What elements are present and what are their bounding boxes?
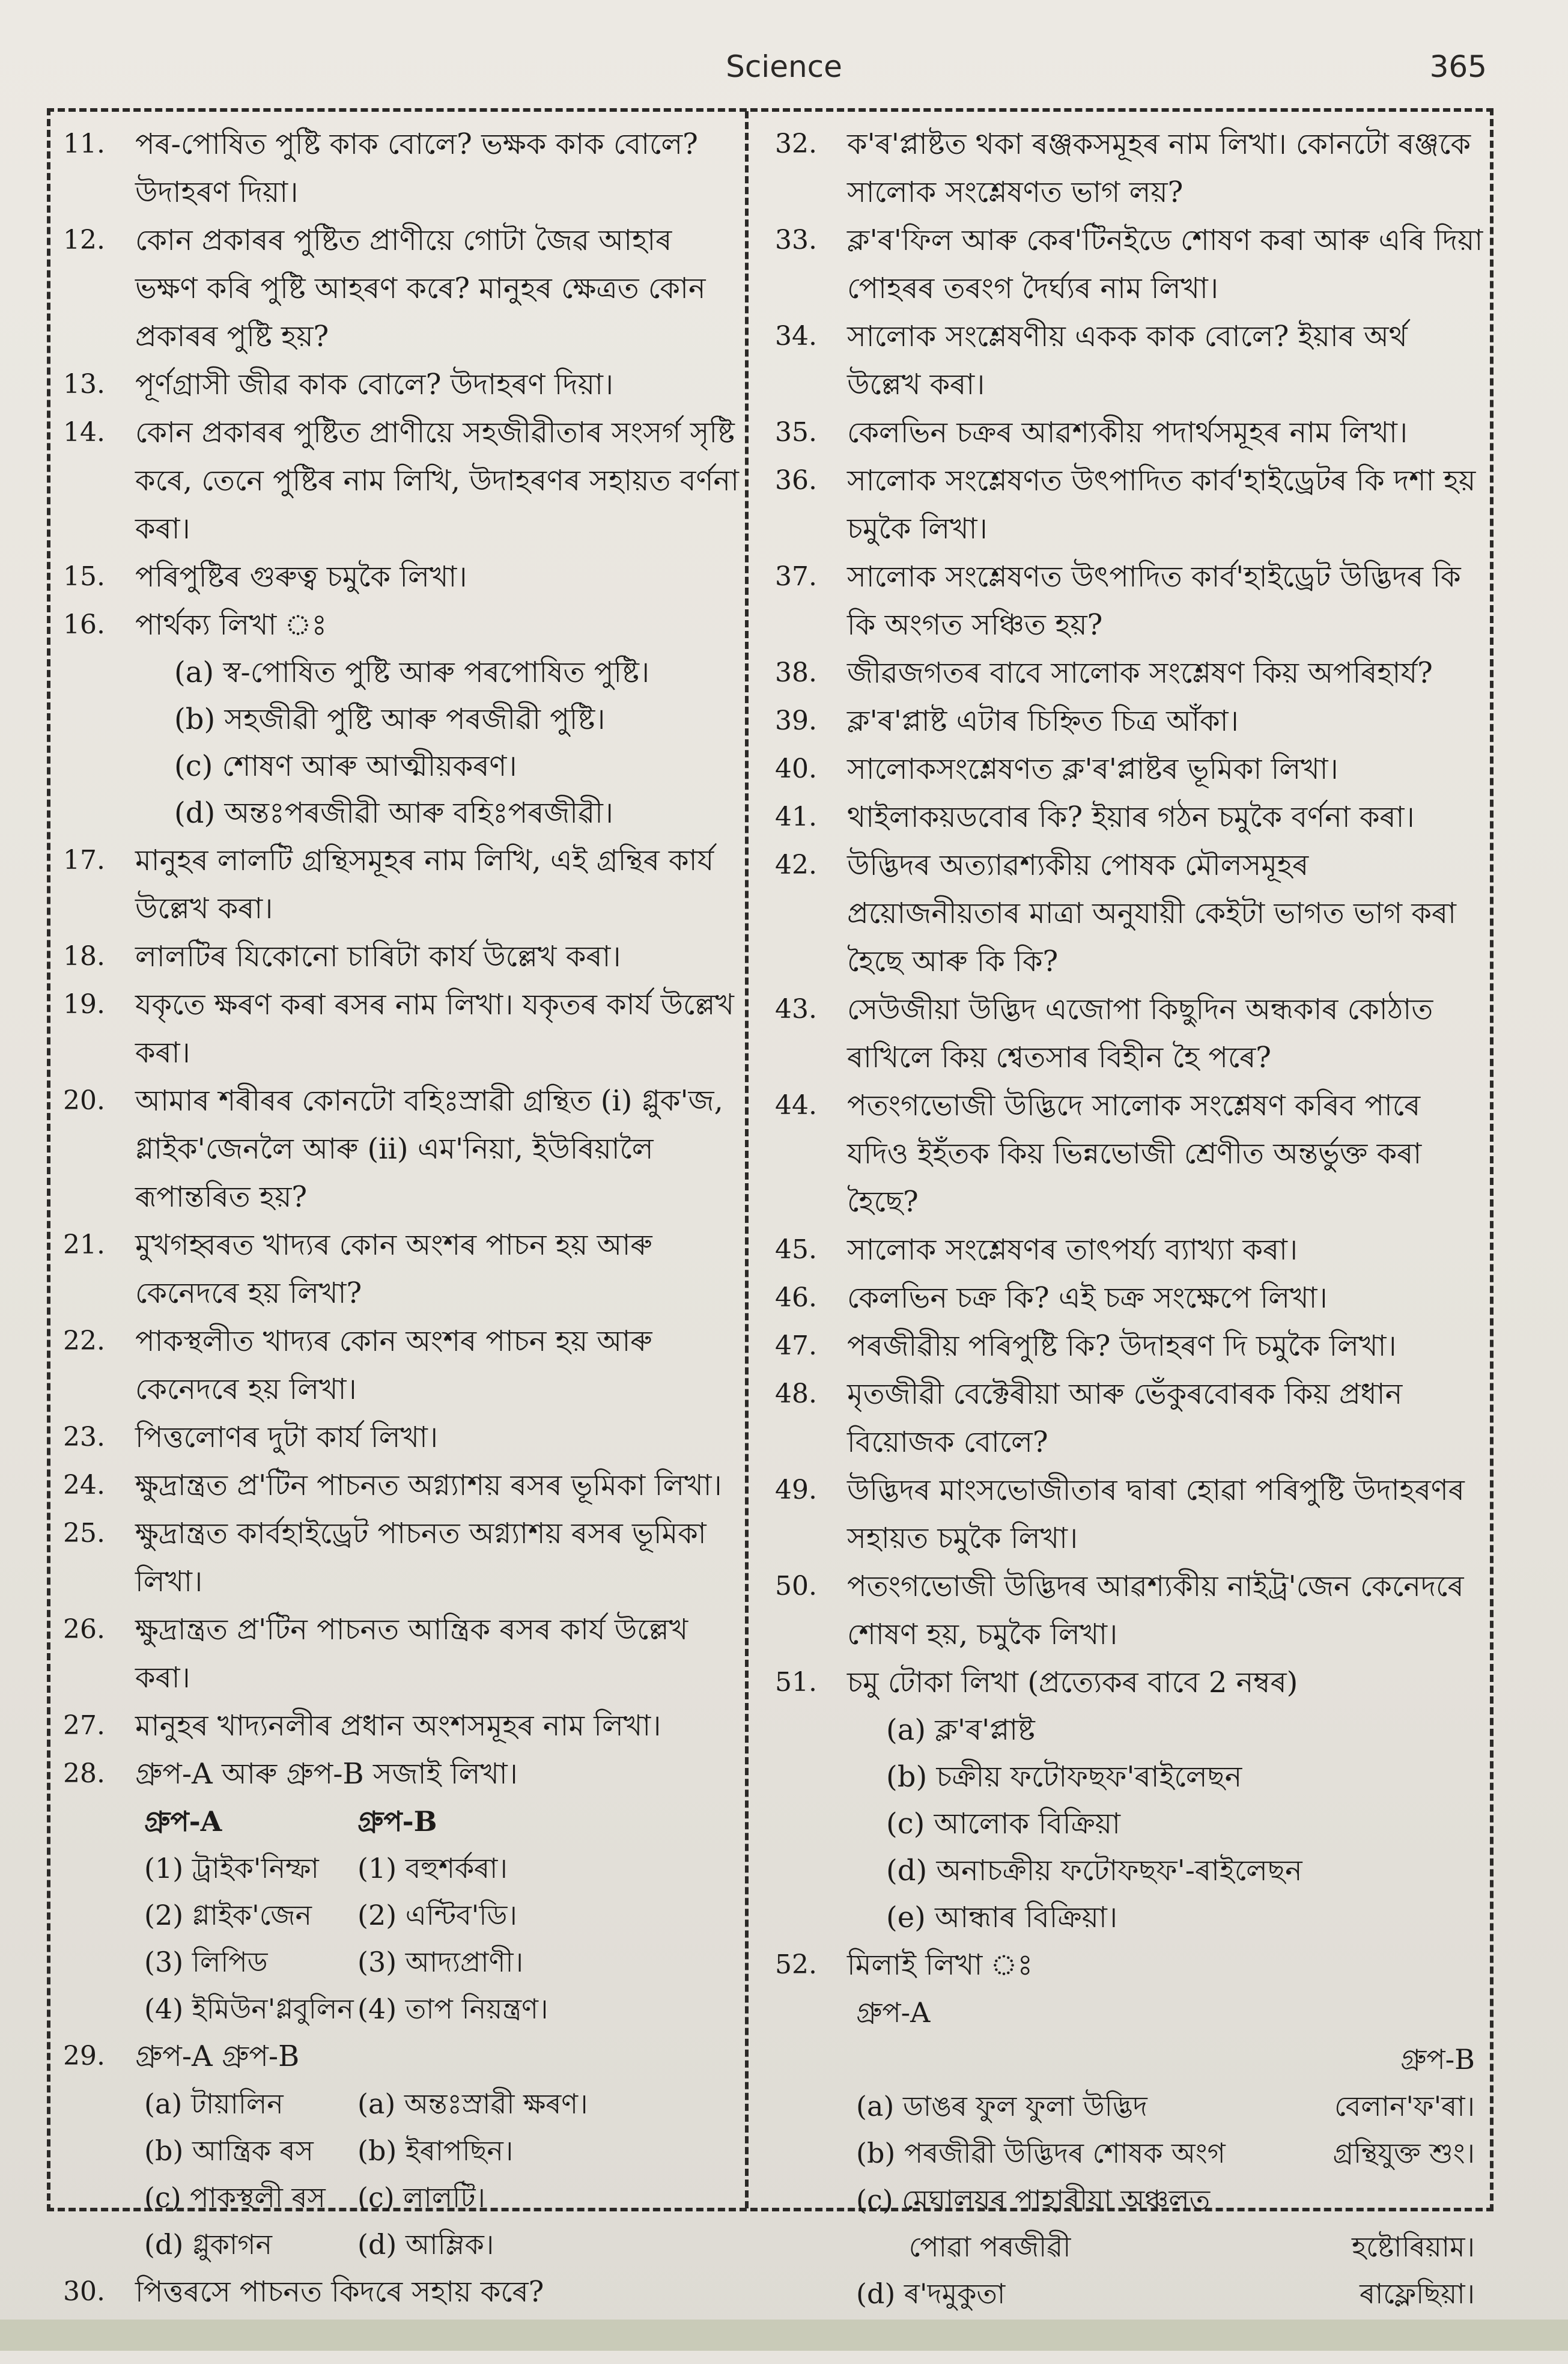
question-number: 46. xyxy=(775,1282,817,1313)
group-b-cell: (d) আম্লিক। xyxy=(357,2228,494,2261)
question-number: 35. xyxy=(775,417,817,448)
question-item xyxy=(769,1659,1487,1707)
question-number: 34. xyxy=(775,321,817,352)
question-text: সালোক সংশ্লেষণীয় একক কাক বোলে? ইয়াৰ অৰ্থ উল্লেখ কৰা। xyxy=(847,320,1408,401)
question-number: 44. xyxy=(775,1090,817,1121)
group-b-cell: (a) অন্তঃস্ৰাৱী ক্ষৰণ। xyxy=(357,2088,588,2120)
question-text: সেউজীয়া উদ্ভিদ এজোপা কিছুদিন অন্ধকাৰ কোঠাত ৰাখিলে কিয় শ্বেতসাৰ বিহীন হৈ পৰে? xyxy=(847,993,1433,1074)
question-number: 21. xyxy=(63,1229,105,1260)
running-header-title: Science xyxy=(726,49,842,84)
question-text: মানুহৰ লালটি গ্ৰন্থিসমূহৰ নাম লিখি, এই গ্ৰন্থিৰ কাৰ্য উল্লেখ কৰা। xyxy=(135,844,714,925)
question-number: 38. xyxy=(775,657,817,688)
question-item xyxy=(57,409,742,553)
sub-item: (d) অন্তঃপৰজীৱী আৰু বহিঃপৰজীৱী। xyxy=(174,796,613,830)
question-number: 43. xyxy=(775,994,817,1025)
question-number: 45. xyxy=(775,1234,817,1265)
question-text: পৰজীৱীয় পৰিপুষ্টি কি? উদাহৰণ দি চমুকৈ লিখা। xyxy=(847,1329,1397,1363)
match-row xyxy=(769,2223,1487,2270)
question-text: জীৱজগতৰ বাবে সালোক সংশ্লেষণ কিয় অপৰিহাৰ্য? xyxy=(847,656,1433,690)
question-item xyxy=(57,2268,742,2316)
match-row xyxy=(57,1845,742,1892)
question-item xyxy=(769,649,1487,697)
match-row xyxy=(57,1892,742,1939)
sub-item: (b) চক্ৰীয় ফটোফছফ'ৰাইলেছন xyxy=(886,1760,1242,1794)
question-number: 14. xyxy=(63,417,105,448)
question-number: 17. xyxy=(63,845,105,876)
question-number: 42. xyxy=(775,850,817,880)
question-item xyxy=(57,1077,742,1221)
question-number: 32. xyxy=(775,129,817,159)
group-b-cell: (b) ইৰাপছিন। xyxy=(357,2134,514,2167)
question-text: পিত্তলোণৰ দুটা কাৰ্য লিখা। xyxy=(135,1421,438,1454)
question-text: উদ্ভিদৰ মাংসভোজীতাৰ দ্বাৰা হোৱা পৰিপুষ্টি উদাহৰণৰ সহায়ত চমুকৈ লিখা। xyxy=(847,1473,1465,1555)
question-number: 29. xyxy=(63,2041,105,2071)
group-b-cell: গ্ৰুপ-B xyxy=(1400,2043,1475,2076)
question-number: 49. xyxy=(775,1475,817,1505)
question-item xyxy=(769,793,1487,841)
question-text: গ্ৰুপ-A আৰু গ্ৰুপ-B সজাই লিখা। xyxy=(135,1757,518,1791)
question-item xyxy=(769,312,1487,409)
question-item xyxy=(57,1461,742,1509)
match-row xyxy=(769,2177,1487,2223)
group-a-cell: (4) ইমিউন'গ্লবুলিন xyxy=(144,1993,354,2025)
question-number: 15. xyxy=(63,561,105,592)
question-number: 11. xyxy=(63,129,105,159)
group-b-cell: গ্ৰন্থিযুক্ত শুং। xyxy=(1332,2137,1475,2169)
match-row xyxy=(57,2221,742,2268)
question-text: পাৰ্থক্য লিখা ঃ xyxy=(135,608,327,642)
group-a-cell: (b) পৰজীৱী উদ্ভিদৰ শোষক অংগ xyxy=(856,2137,1226,2169)
question-text: সালোকসংশ্লেষণত ক্ল'ৰ'প্লাষ্টৰ ভূমিকা লিখা। xyxy=(847,752,1339,786)
question-number: 48. xyxy=(775,1378,817,1409)
left-column xyxy=(57,120,742,2364)
question-text: মানুহৰ খাদ্যনলীৰ প্ৰধান অংশসমূহৰ নাম লিখা। xyxy=(135,1709,661,1743)
question-number: 30. xyxy=(63,2276,105,2307)
question-text: ক'ৰ'প্লাষ্টত থকা ৰঞ্জকসমূহৰ নাম লিখা। কোনটো ৰঞ্জকে সালোক সংশ্লেষণত ভাগ লয়? xyxy=(847,127,1471,209)
group-a-cell: (c) পাকস্থলী ৰস xyxy=(144,2181,326,2214)
group-a-cell: গ্ৰুপ-A xyxy=(856,1996,931,2029)
question-number: 33. xyxy=(775,225,817,255)
question-item xyxy=(769,553,1487,649)
question-text: পাকস্থলীত খাদ্যৰ কোন অংশৰ পাচন হয় আৰু কেনেদৰে হয় লিখা। xyxy=(135,1324,652,1406)
group-b-cell: (c) লালটি। xyxy=(357,2181,485,2214)
question-item xyxy=(769,745,1487,793)
question-item xyxy=(769,841,1487,986)
question-item xyxy=(769,409,1487,457)
question-item xyxy=(769,697,1487,745)
match-row xyxy=(57,2080,742,2127)
question-text: কেলভিন চক্ৰৰ আৱশ্যকীয় পদাৰ্থসমূহৰ নাম লিখা। xyxy=(847,416,1408,449)
question-number: 52. xyxy=(775,1949,817,1980)
question-number: 36. xyxy=(775,465,817,496)
group-b-cell: হষ্টোৰিয়াম। xyxy=(1351,2231,1475,2263)
question-text: সালোক সংশ্লেষণৰ তাৎপৰ্য্য ব্যাখ্যা কৰা। xyxy=(847,1233,1298,1267)
question-item xyxy=(57,1606,742,1702)
question-number: 50. xyxy=(775,1571,817,1601)
question-item xyxy=(769,1322,1487,1370)
background-strip xyxy=(0,2320,1568,2351)
group-a-cell: (1) ট্ৰাইক'নিম্ফা xyxy=(144,1852,319,1884)
question-text: গ্ৰুপ-A গ্ৰুপ-B xyxy=(135,2040,300,2073)
group-b-cell: গ্ৰুপ-B xyxy=(357,1805,437,1838)
match-row xyxy=(769,2130,1487,2177)
group-a-cell: (d) গ্লুকাগন xyxy=(144,2228,272,2261)
question-number: 23. xyxy=(63,1422,105,1452)
group-a-cell: (c) মেঘালয়ৰ পাহাৰীয়া অঞ্চলত xyxy=(856,2184,1211,2216)
sub-item: (a) ক্ল'ৰ'প্লাষ্ট xyxy=(886,1713,1035,1747)
group-a-cell: (3) লিপিড xyxy=(144,1946,268,1978)
question-number: 25. xyxy=(63,1518,105,1549)
question-item xyxy=(57,1317,742,1413)
question-text: মুখগহ্বৰত খাদ্যৰ কোন অংশৰ পাচন হয় আৰু কেনেদৰে হয় লিখা? xyxy=(135,1228,652,1310)
column-divider xyxy=(745,111,749,2208)
question-text: কোন প্ৰকাৰৰ পুষ্টিত প্ৰাণীয়ে গোটা জৈৱ আহাৰ ভক্ষণ কৰি পুষ্টি আহৰণ কৰে? মানুহৰ ক্ষেত্ৰত কোন প্ৰকাৰৰ পুষ্টি হয়? xyxy=(135,224,706,353)
question-item xyxy=(769,1466,1487,1562)
question-item xyxy=(57,981,742,1077)
sub-item: (b) সহজীৱী পুষ্টি আৰু পৰজীৱী পুষ্টি। xyxy=(174,702,606,736)
sub-item: (a) স্ব-পোষিত পুষ্টি আৰু পৰপোষিত পুষ্টি। xyxy=(174,656,650,689)
question-item xyxy=(769,457,1487,553)
question-item xyxy=(769,120,1487,216)
match-row xyxy=(769,2036,1487,2083)
match-row xyxy=(57,2174,742,2221)
group-a-cell: পোৱা পৰজীৱী xyxy=(856,2231,1071,2263)
question-text: থাইলাকয়ডবোৰ কি? ইয়াৰ গঠন চমুকৈ বৰ্ণনা কৰা। xyxy=(847,800,1415,834)
group-a-cell: (d) ৰ'দমুকুতা xyxy=(856,2277,1006,2310)
question-number: 12. xyxy=(63,225,105,255)
group-b-cell xyxy=(1313,2177,1487,2223)
question-text: ক্ষুদ্ৰান্ত্ৰত কাৰ্বহাইড্ৰেট পাচনত অগ্ন্যাশয় ৰসৰ ভূমিকা লিখা। xyxy=(135,1517,707,1598)
question-item xyxy=(769,1562,1487,1659)
question-text: ক্ল'ৰ'ফিল আৰু কেৰ'টিনইডে শোষণ কৰা আৰু এৰি দিয়া পোহৰৰ তৰংগ দৈৰ্ঘ্যৰ নাম লিখা। xyxy=(847,224,1483,305)
question-text: ক্ষুদ্ৰান্ত্ৰত প্ৰ'টিন পাচনত আন্ত্ৰিক ৰসৰ কাৰ্য উল্লেখ কৰা। xyxy=(135,1613,688,1695)
group-b-cell: ৰাফ্লেছিয়া। xyxy=(1360,2277,1475,2310)
question-number: 19. xyxy=(63,989,105,1020)
question-number: 13. xyxy=(63,369,105,400)
question-text: পতংগভোজী উদ্ভিদৰ আৱশ্যকীয় নাইট্ৰ'জেন কেনেদৰে শোষণ হয়, চমুকৈ লিখা। xyxy=(847,1570,1464,1651)
page-number: 365 xyxy=(1429,49,1487,84)
question-item xyxy=(57,933,742,981)
question-item xyxy=(769,1274,1487,1322)
question-text: চমু টোকা লিখা (প্ৰত্যেকৰ বাবে 2 নম্বৰ) xyxy=(847,1666,1298,1699)
question-number: 28. xyxy=(63,1758,105,1789)
question-number: 51. xyxy=(775,1667,817,1698)
question-item xyxy=(57,836,742,933)
question-item xyxy=(769,986,1487,1082)
question-item xyxy=(57,1221,742,1317)
question-text: পূৰ্ণগ্ৰাসী জীৱ কাক বোলে? উদাহৰণ দিয়া। xyxy=(135,368,614,401)
question-text: উদ্ভিদৰ অত্যাৱশ্যকীয় পোষক মৌলসমূহৰ প্ৰয়োজনীয়তাৰ মাত্ৰা অনুযায়ী কেইটা ভাগত ভাগ কৰা হৈছে আৰু কি কি? xyxy=(847,848,1456,978)
question-text: সালোক সংশ্লেষণত উৎপাদিত কাৰ্ব'হাইড্ৰেট উদ্ভিদৰ কি কি অংগত সঞ্চিত হয়? xyxy=(847,560,1461,642)
question-item xyxy=(769,1941,1487,1989)
question-number: 47. xyxy=(775,1330,817,1361)
question-number: 20. xyxy=(63,1085,105,1116)
question-item xyxy=(57,120,742,216)
group-b-cell xyxy=(1313,1989,1487,2036)
group-a-cell: গ্ৰুপ-A xyxy=(144,1805,222,1838)
question-item xyxy=(57,1702,742,1750)
question-number: 24. xyxy=(63,1470,105,1500)
question-number: 26. xyxy=(63,1614,105,1645)
group-a-cell: (a) ডাঙৰ ফুল ফুলা উদ্ভিদ xyxy=(856,2090,1147,2122)
match-row xyxy=(769,2083,1487,2130)
match-row xyxy=(57,1985,742,2032)
question-text: কোন প্ৰকাৰৰ পুষ্টিত প্ৰাণীয়ে সহজীৱীতাৰ সংসৰ্গ সৃষ্টি কৰে, তেনে পুষ্টিৰ নাম লিখি, উদাহৰণৰ সহায়ত বৰ্ণনা কৰা। xyxy=(135,416,740,546)
question-item xyxy=(769,1370,1487,1466)
question-text: সালোক সংশ্লেষণত উৎপাদিত কাৰ্ব'হাইড্ৰেটৰ কি দশা হয় চমুকৈ লিখা। xyxy=(847,464,1476,546)
question-text: পিত্তৰসে পাচনত কিদৰে সহায় কৰে? xyxy=(135,2275,544,2309)
group-b-cell: বেলান'ফ'ৰা। xyxy=(1334,2090,1475,2122)
question-text: পৰ-পোষিত পুষ্টি কাক বোলে? ভক্ষক কাক বোলে? উদাহৰণ দিয়া। xyxy=(135,127,698,209)
question-item xyxy=(57,553,742,601)
question-item xyxy=(769,1226,1487,1274)
group-b-cell: (3) আদ্যপ্ৰাণী। xyxy=(357,1946,524,1978)
question-item xyxy=(57,1509,742,1606)
group-b-cell: (2) এন্টিব'ডি। xyxy=(357,1899,517,1931)
question-text: আমাৰ শৰীৰৰ কোনটো বহিঃস্ৰাৱী গ্ৰন্থিত (i) গ্লুক'জ, গ্লাইক'জেনলৈ আৰু (ii) এম'নিয়া, ইউৰিয়ালৈ ৰূপান্তৰিত হয়? xyxy=(135,1084,723,1214)
group-a-cell: (b) আন্ত্ৰিক ৰস xyxy=(144,2134,314,2167)
sub-item: (e) আন্ধাৰ বিক্ৰিয়া। xyxy=(886,1901,1117,1934)
question-number: 16. xyxy=(63,609,105,640)
sub-item: (d) অনাচক্ৰীয় ফটোফছফ'-ৰাইলেছন xyxy=(886,1854,1302,1887)
question-text: মিলাই লিখা ঃ xyxy=(847,1948,1033,1982)
group-b-cell: (4) তাপ নিয়ন্ত্ৰণ। xyxy=(357,1993,548,2025)
right-column xyxy=(769,120,1487,2317)
question-item xyxy=(57,1750,742,1798)
question-item xyxy=(769,1082,1487,1226)
question-text: ক্ল'ৰ'প্লাষ্ট এটাৰ চিহ্নিত চিত্ৰ আঁকা। xyxy=(847,704,1239,738)
group-a-cell: (2) গ্লাইক'জেন xyxy=(144,1899,312,1931)
question-number: 41. xyxy=(775,802,817,832)
question-item xyxy=(57,361,742,409)
question-number: 27. xyxy=(63,1710,105,1741)
question-item xyxy=(57,2032,742,2080)
sub-item: (c) আলোক বিক্ৰিয়া xyxy=(886,1807,1120,1841)
sub-item: (c) শোষণ আৰু আত্মীয়কৰণ। xyxy=(174,749,517,783)
question-text: পৰিপুষ্টিৰ গুৰুত্ব চমুকৈ লিখা। xyxy=(135,560,467,594)
question-number: 22. xyxy=(63,1326,105,1356)
group-a-cell: (a) টায়ালিন xyxy=(144,2088,284,2120)
question-text: যকৃতে ক্ষৰণ কৰা ৰসৰ নাম লিখা। যকৃতৰ কাৰ্য উল্লেখ কৰা। xyxy=(135,988,734,1070)
match-row xyxy=(769,1989,1487,2036)
match-row xyxy=(769,2270,1487,2317)
match-row xyxy=(57,1798,742,1845)
question-number: 18. xyxy=(63,941,105,972)
question-text: লালটিৰ যিকোনো চাৰিটা কাৰ্য উল্লেখ কৰা। xyxy=(135,940,621,973)
group-b-cell: (1) বহুশৰ্কৰা। xyxy=(357,1852,508,1884)
question-item xyxy=(57,216,742,361)
question-number: 39. xyxy=(775,705,817,736)
match-row xyxy=(57,1939,742,1985)
question-text: কেলভিন চক্ৰ কি? এই চক্ৰ সংক্ষেপে লিখা। xyxy=(847,1281,1328,1315)
question-number: 40. xyxy=(775,754,817,784)
question-text: ক্ষুদ্ৰান্ত্ৰত প্ৰ'টিন পাচনত অগ্ন্যাশয় ৰসৰ ভূমিকা লিখা। xyxy=(135,1469,722,1502)
match-row xyxy=(57,2127,742,2174)
group-a-cell xyxy=(856,2036,1313,2083)
question-item xyxy=(57,601,742,649)
question-text: পতংগভোজী উদ্ভিদে সালোক সংশ্লেষণ কৰিব পাৰে যদিও ইহঁতক কিয় ভিন্নভোজী শ্ৰেণীত অন্তৰ্ভুক্ত কৰা হৈছে? xyxy=(847,1089,1422,1219)
question-item xyxy=(57,1413,742,1461)
question-item xyxy=(769,216,1487,312)
question-text: মৃতজীৱী বেক্টেৰীয়া আৰু ভেঁকুৰবোৰক কিয় প্ৰধান বিয়োজক বোলে? xyxy=(847,1377,1403,1459)
question-number: 37. xyxy=(775,561,817,592)
